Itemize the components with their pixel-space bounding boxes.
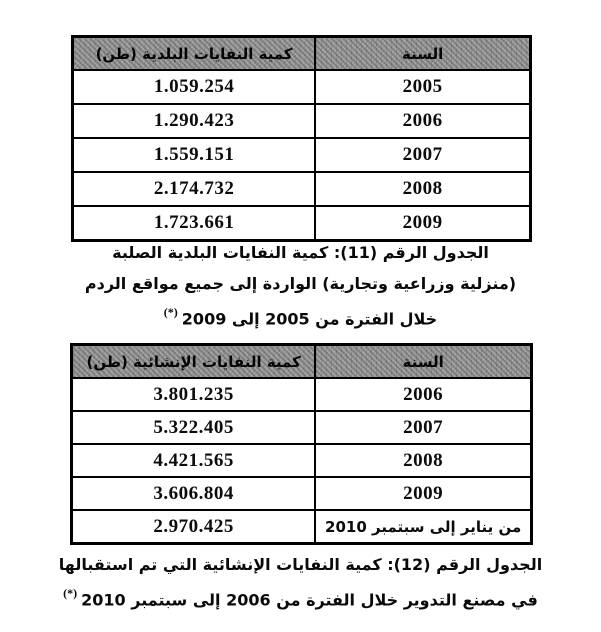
caption-line: الجدول الرقم (12): كمية النفايات الإنشائية التي تم استقبالها bbox=[58, 555, 543, 574]
table-row bbox=[73, 70, 531, 104]
quantity-cell: 1.059.254 bbox=[73, 70, 316, 104]
municipal-waste-quantity-header: كمية النفايات البلدية (طن) bbox=[73, 37, 316, 71]
quantity-cell: 1.559.151 bbox=[73, 138, 316, 172]
quantity-cell: 1.290.423 bbox=[73, 104, 316, 138]
year-cell: 2006 bbox=[315, 104, 530, 138]
construction-waste-table bbox=[70, 343, 533, 545]
construction-waste-quantity-header: كمية النفايات الإنشائية (طن) bbox=[72, 345, 316, 379]
year-cell: 2005 bbox=[315, 70, 530, 104]
caption-line: الجدول الرقم (11): كمية النفايات البلدية الصلبة bbox=[112, 243, 489, 262]
year-cell: 2009 bbox=[315, 206, 530, 241]
year-cell: 2008 bbox=[315, 444, 531, 477]
table-row bbox=[72, 510, 532, 544]
quantity-cell: 3.606.804 bbox=[72, 477, 316, 510]
quantity-cell: 5.322.405 bbox=[72, 411, 316, 444]
table-row bbox=[72, 411, 532, 444]
table-header-row bbox=[72, 345, 532, 379]
footnote-asterisk: (*) bbox=[163, 305, 178, 319]
table-row bbox=[72, 444, 532, 477]
caption-line-text: خلال الفترة من 2005 إلى 2009 bbox=[181, 309, 438, 329]
table-row bbox=[73, 138, 531, 172]
caption-line: (منزلية وزراعية وتجارية) الواردة إلى جميع مواقع الردم bbox=[84, 274, 517, 293]
table-12-caption bbox=[0, 549, 601, 615]
year-cell: 2008 bbox=[315, 172, 530, 206]
table-row bbox=[73, 104, 531, 138]
table-row bbox=[72, 477, 532, 510]
quantity-cell: 2.174.732 bbox=[73, 172, 316, 206]
year-header: السنة bbox=[315, 345, 531, 379]
municipal-waste-table bbox=[71, 35, 532, 242]
quantity-cell: 3.801.235 bbox=[72, 378, 316, 411]
quantity-cell: 4.421.565 bbox=[72, 444, 316, 477]
table-11-caption bbox=[0, 237, 601, 334]
caption-line-text: في مصنع التدوير خلال الفترة من 2006 إلى سبتمبر 2010 bbox=[81, 590, 538, 610]
year-cell: 2009 bbox=[315, 477, 531, 510]
quantity-cell: 2.970.425 bbox=[72, 510, 316, 544]
table-row bbox=[72, 378, 532, 411]
year-cell: 2007 bbox=[315, 138, 530, 172]
year-header: السنة bbox=[315, 37, 530, 71]
table-row bbox=[73, 206, 531, 241]
quantity-cell: 1.723.661 bbox=[73, 206, 316, 241]
caption-line bbox=[0, 299, 601, 334]
table-row bbox=[73, 172, 531, 206]
year-cell: 2007 bbox=[315, 411, 531, 444]
year-range-cell: من يناير إلى سبتمبر 2010 bbox=[315, 510, 531, 544]
footnote-asterisk: (*) bbox=[63, 586, 78, 600]
caption-line bbox=[0, 580, 601, 615]
table-header-row bbox=[73, 37, 531, 71]
year-cell: 2006 bbox=[315, 378, 531, 411]
